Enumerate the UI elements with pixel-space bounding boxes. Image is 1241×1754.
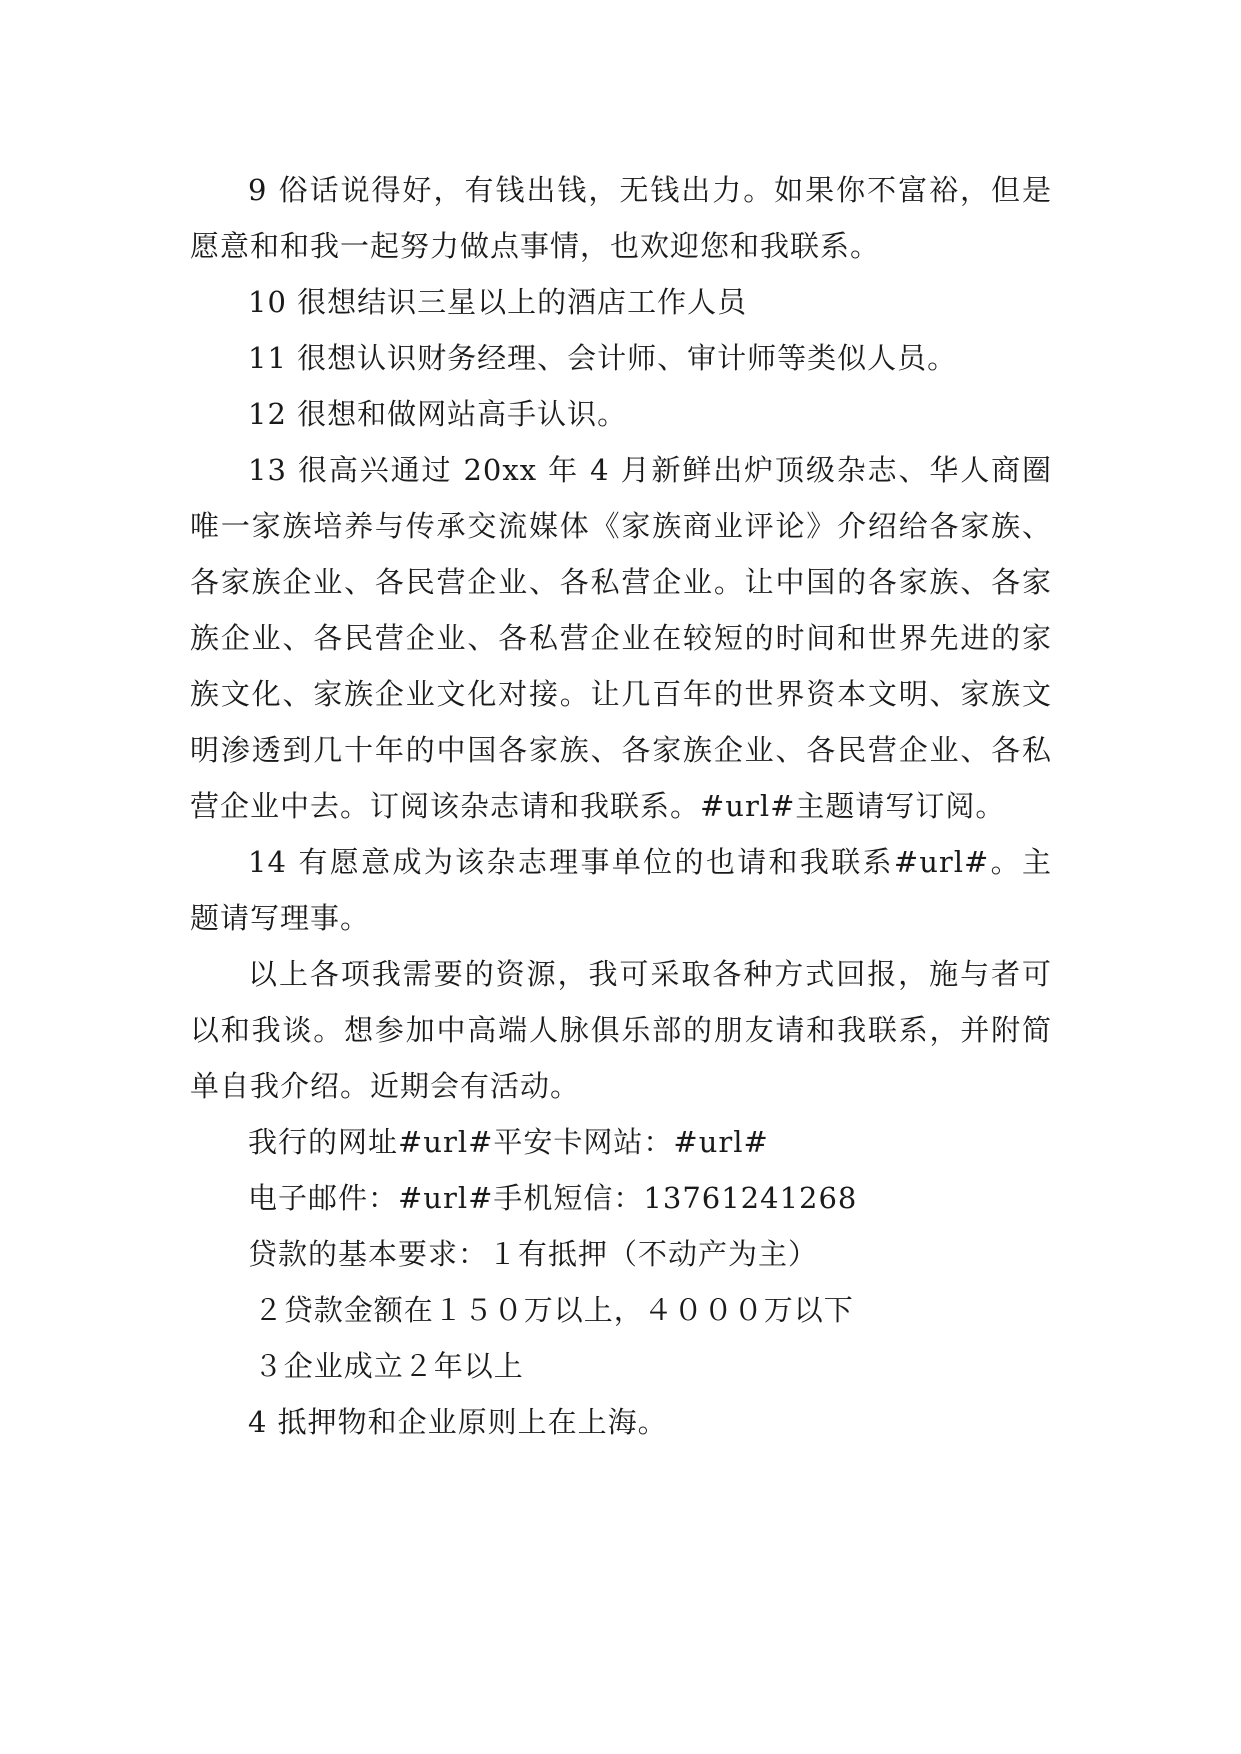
paragraph-14: 14 有愿意成为该杂志理事单位的也请和我联系#url#。主题请写理事。 <box>190 845 1052 935</box>
loan-requirement-1: 贷款的基本要求：１有抵押（不动产为主） <box>248 1237 819 1271</box>
paragraph-9: 9 俗话说得好，有钱出钱，无钱出力。如果你不富裕，但是愿意和和我一起努力做点事情，也欢迎您和我联系。 <box>190 173 1052 263</box>
contact-line: 电子邮件：#url#手机短信：13761241268 <box>248 1181 858 1215</box>
paragraph-13: 13 很高兴通过 20xx 年 4 月新鲜出炉顶级杂志、华人商圈唯一家族培养与传承交流媒体《家族商业评论》介绍给各家族、各家族企业、各民营企业、各私营企业。让中国的各家族、各家族企业、各民营企业、各私营企业在较短的时间和世界先进的家族文化、家族企业文化对接。让几百年的世界资本文明、家族文明渗透到几十年的中国各家族、各家族企业、各民营企业、各私营企业中去。订阅该杂志请和我联系。#url#主题请写订阅。 <box>190 453 1052 823</box>
paragraph-summary: 以上各项我需要的资源，我可采取各种方式回报，施与者可以和我谈。想参加中高端人脉俱乐部的朋友请和我联系，并附简单自我介绍。近期会有活动。 <box>190 957 1052 1103</box>
loan-requirement-2: ２贷款金额在１５０万以上，４０００万以下 <box>253 1293 854 1327</box>
paragraph-10: 10 很想结识三星以上的酒店工作人员 <box>248 285 748 319</box>
paragraph-12: 12 很想和做网站高手认识。 <box>248 397 628 431</box>
document-body <box>190 162 1052 1450</box>
loan-requirement-4: 4 抵押物和企业原则上在上海。 <box>248 1405 668 1439</box>
loan-requirement-3: ３企业成立２年以上 <box>253 1349 524 1383</box>
paragraph-11: 11 很想认识财务经理、会计师、审计师等类似人员。 <box>248 341 958 375</box>
website-line: 我行的网址#url#平安卡网站：#url# <box>248 1125 769 1159</box>
